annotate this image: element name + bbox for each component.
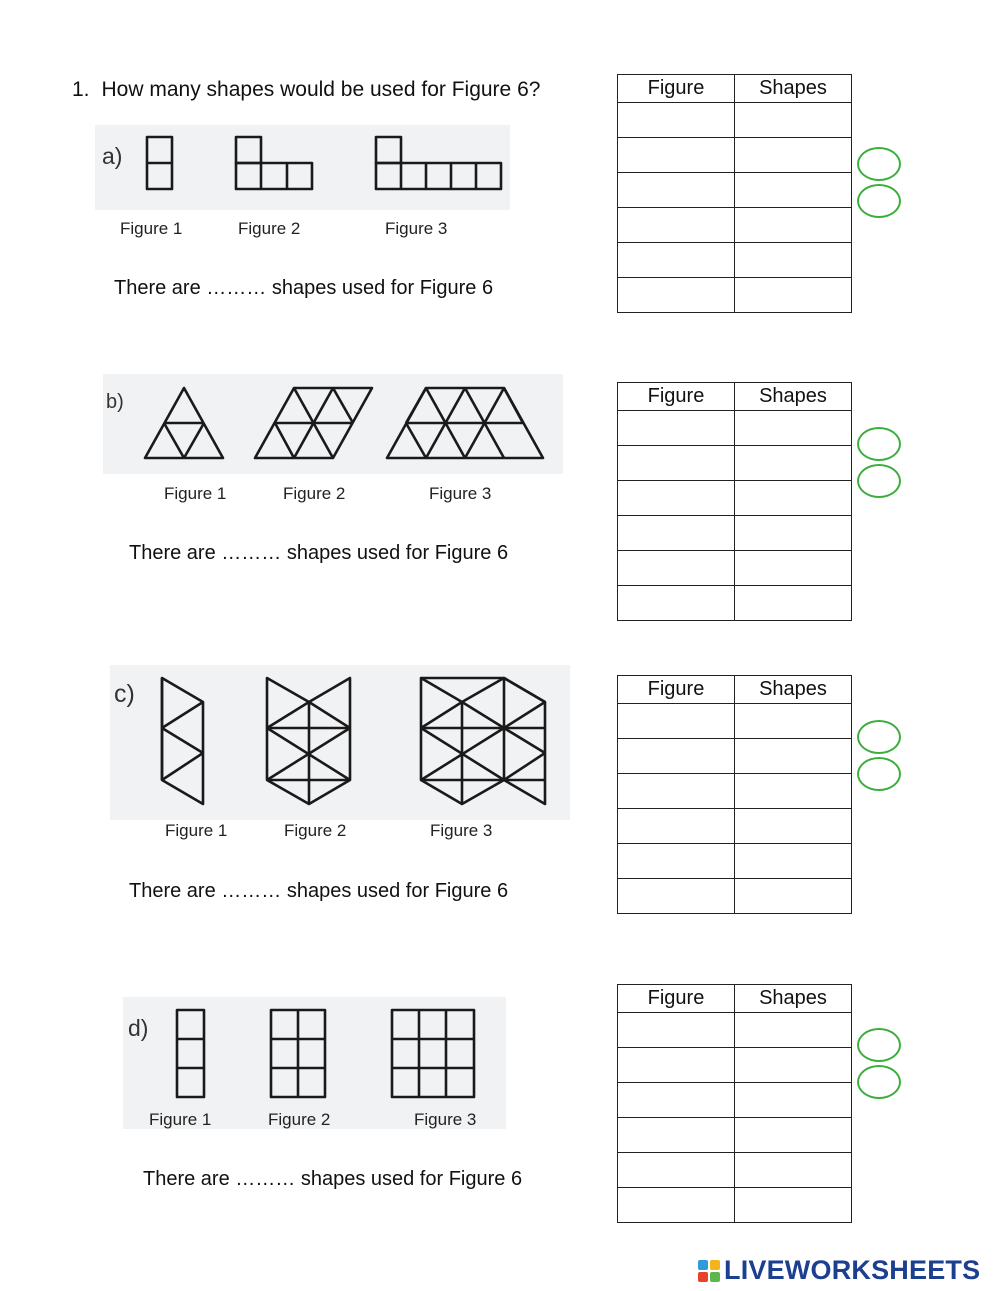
part-d-figure-1 [177,1010,204,1097]
part-d-shapes-cell[interactable] [735,1048,851,1082]
table-header-figure: Figure [618,676,735,704]
table-header-shapes: Shapes [735,676,852,704]
table-header-shapes: Shapes [735,383,852,411]
part-c-caption-3: Figure 3 [430,821,493,840]
table-header-figure: Figure [618,383,735,411]
liveworksheets-logo[interactable] [698,1255,980,1286]
part-d-figure-cell[interactable] [618,1083,734,1117]
part-d-caption-3: Figure 3 [414,1110,477,1129]
table-header-figure: Figure [618,985,735,1013]
part-c-answer-sentence: There are ……… shapes used for Figure 6 [129,880,509,902]
part-d-figure-cell[interactable] [618,1048,734,1082]
part-d-figure-3 [392,1010,474,1097]
part-b-caption-1: Figure 1 [164,484,227,503]
part-d-label: d) [128,1015,149,1041]
question-number: 1. [72,78,90,101]
brand-logo-square [710,1272,720,1282]
part-d-figure-cell[interactable] [618,1153,734,1187]
part-d-figure-2 [271,1010,325,1097]
table-header-figure: Figure [618,75,735,103]
part-c-caption-1: Figure 1 [165,821,228,840]
part-d-answer-oval-2[interactable] [857,1065,901,1099]
part-d-shapes-cell[interactable] [735,1188,851,1222]
brand-text: LIVEWORKSHEETS [724,1255,981,1285]
part-d-figure-cell[interactable] [618,1188,734,1222]
part-d-figure-cell[interactable] [618,1118,734,1152]
question-text: How many shapes would be used for Figure 6? [101,78,541,101]
part-b-answer-sentence: There are ……… shapes used for Figure 6 [129,542,509,564]
part-d-figure-cell[interactable] [618,1013,734,1047]
part-a-caption-2: Figure 2 [238,219,301,238]
part-a-caption-1: Figure 1 [120,219,183,238]
table-header-shapes: Shapes [735,985,852,1013]
part-a-caption-3: Figure 3 [385,219,448,238]
brand-logo-icon [698,1260,720,1282]
part-c-caption-2: Figure 2 [284,821,347,840]
part-a-label: a) [102,143,123,169]
part-d-answer-oval-1[interactable] [857,1028,901,1062]
brand-logo-square [698,1260,708,1270]
part-b-caption-2: Figure 2 [283,484,346,503]
part-c-label: c) [114,680,135,708]
part-d-shapes-cell[interactable] [735,1118,851,1152]
brand-logo-square [698,1272,708,1282]
part-d-shapes-cell[interactable] [735,1013,851,1047]
part-b-label: b) [106,391,124,413]
brand-logo-square [710,1260,720,1270]
part-b-caption-3: Figure 3 [429,484,492,503]
part-d-table [617,984,852,1223]
part-a-answer-sentence: There are ……… shapes used for Figure 6 [114,277,494,299]
part-d-caption-1: Figure 1 [149,1110,212,1129]
table-header-shapes: Shapes [735,75,852,103]
part-d-shapes-cell[interactable] [735,1153,851,1187]
part-d-caption-2: Figure 2 [268,1110,331,1129]
part-d-shapes-cell[interactable] [735,1083,851,1117]
part-d-answer-sentence: There are ……… shapes used for Figure 6 [143,1168,523,1190]
